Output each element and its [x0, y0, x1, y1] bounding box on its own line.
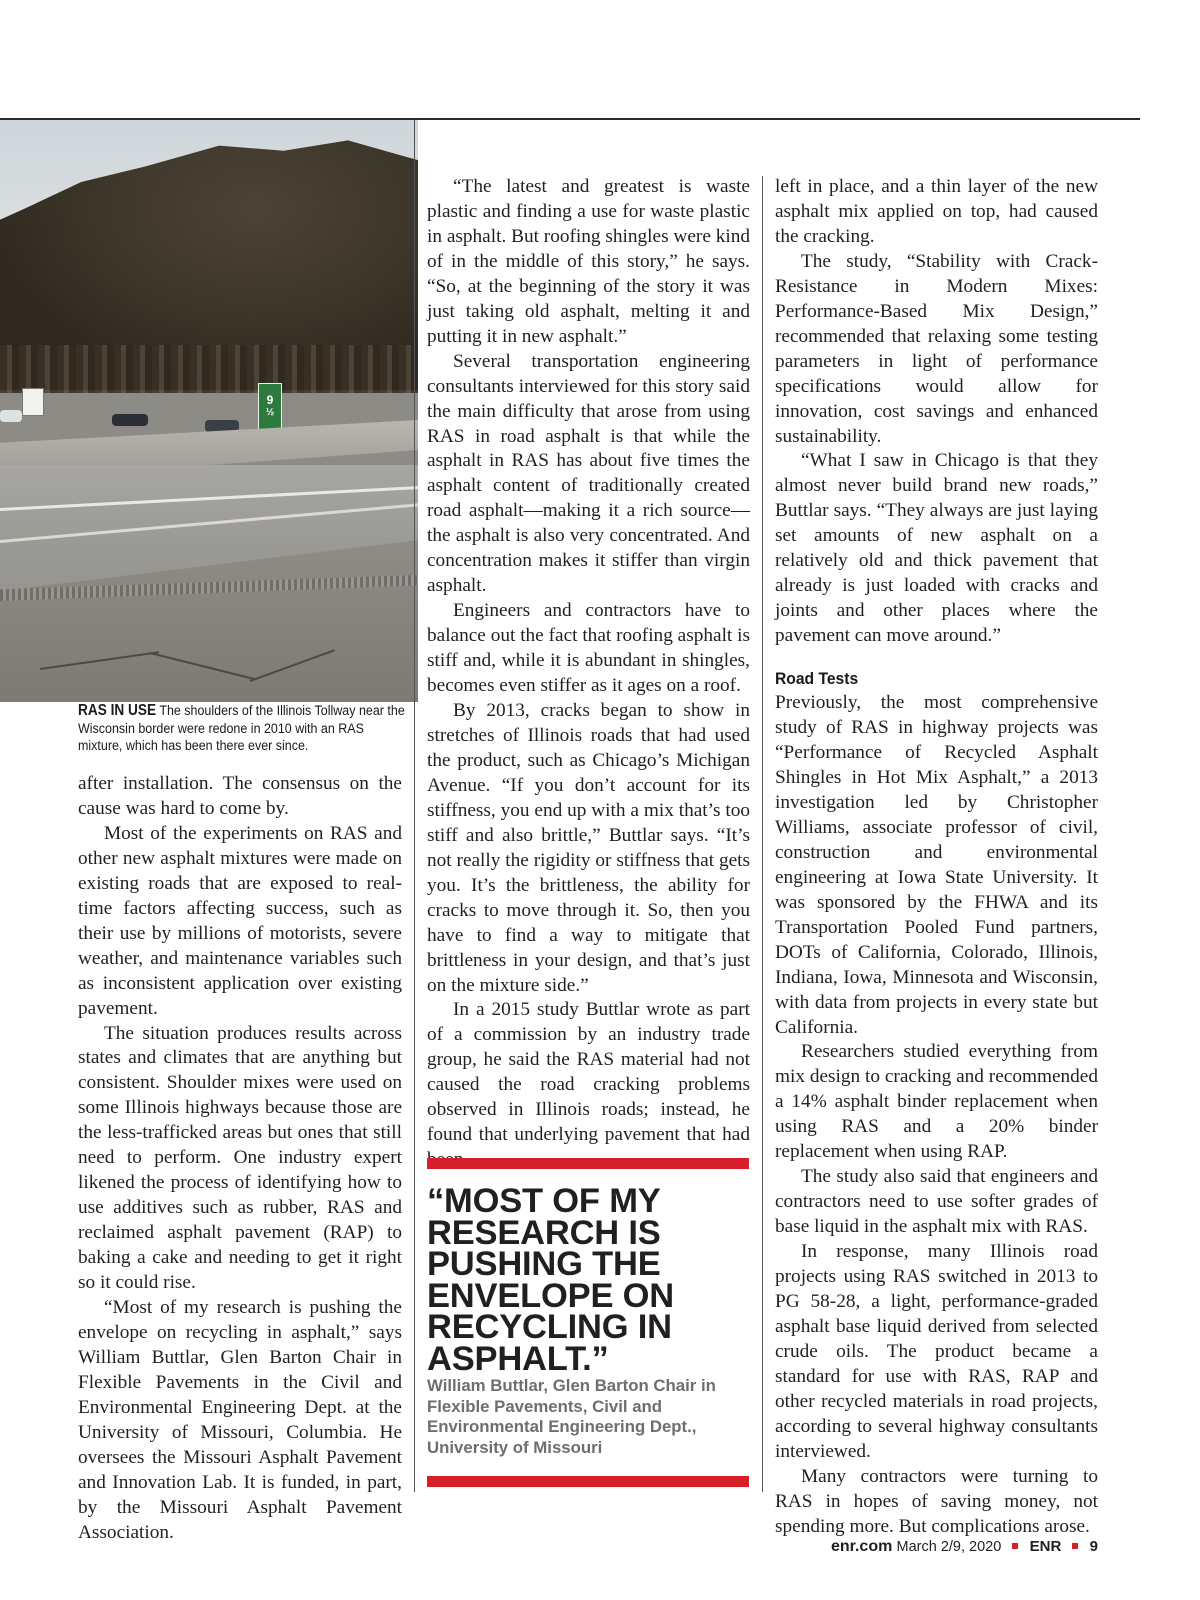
photo-caption	[78, 702, 405, 756]
paragraph: The study also said that engineers and contractors need to use softer grades of base liquid in the asphalt mix with RAS.	[775, 1166, 1098, 1238]
paragraph: “Most of my research is pushing the envelope on recycling in asphalt,” says William Buttlar, Glen Barton Chair in Flexible Pavements in the Civil and Environmental Engineering Dept. at the University of Missouri, Columbia. He oversees the Missouri Asphalt Pavement and Innovation Lab. It is funded, in part, by the Missouri Asphalt Pavement Association.	[78, 1297, 402, 1543]
pull-quote-attribution: William Buttlar, Glen Barton Chair in Flexible Pavements, Civil and Environmental Engineering Dept., University of Missouri	[427, 1376, 716, 1457]
footer-separator	[1072, 1543, 1078, 1549]
column-2	[427, 175, 750, 1173]
footer-separator	[1012, 1543, 1018, 1549]
pull-quote-top-bar	[427, 1158, 749, 1169]
pull-quote-bottom-bar	[427, 1476, 749, 1487]
column-1	[78, 772, 402, 1546]
paragraph: Several transportation engineering consultants interviewed for this story said the main difficulty that arose from using RAS in road asphalt is that while the asphalt in RAS has about five times the asphalt content of traditionally created road asphalt—making it a rich source—the asphalt is also very concentrated. And concentration makes it stiffer than virgin asphalt.	[427, 350, 750, 597]
subhead-road-tests: Road Tests	[775, 669, 859, 689]
paragraph: By 2013, cracks began to show in stretches of Illinois roads that had used the product, such as Chicago’s Michigan Avenue. “If you don’t account for its stiffness, you end up with a mix that’s too stiff and also brittle,” Buttlar says. “It’s not really the rigidity or stiffness that gets you. It’s the brittleness, the ability for cracks to move through it. So, then you have to find a way to mitigate that brittleness in your design, and that’s just on the mixture side.”	[427, 700, 750, 996]
footer-site: enr.com	[830, 1538, 893, 1555]
paragraph: “What I saw in Chicago is that they almost never build brand new roads,” Buttlar says. “They always are just laying set amounts of new asphalt on a relatively old and thick pavement that already is just loaded with cracks and joints and other places where the pavement can move around.”	[775, 450, 1098, 647]
paragraph: Engineers and contractors have to balance out the fact that roofing asphalt is stiff and, while it is abundant in shingles, becomes even stiffer as it ages on a roof.	[427, 600, 750, 697]
paragraph: In response, many Illinois road projects using RAS switched in 2013 to PG 58-28, a light, performance-graded asphalt base liquid derived from selected crude oils. The product became a standard for use with RAS, RAP and other recycled materials in road projects, according to several highway consultants interviewed.	[775, 1241, 1098, 1462]
mile-marker-number: 9	[266, 393, 274, 407]
paragraph: Researchers studied everything from mix design to cracking and recommended a 14% asphalt binder replacement when using RAS and a 20% binder replacement when using RAP.	[775, 1041, 1098, 1163]
paragraph: after installation. The consensus on the cause was hard to come by.	[78, 773, 402, 819]
column-divider	[762, 176, 763, 1492]
paragraph: Previously, the most comprehensive study of RAS in highway projects was “Performance of Recycled Asphalt Shingles in Hot Mix Asphalt,” a 2013 investigation led by Christopher Williams, associate professor of civil, construction and environmental engineering at Iowa State University. It was sponsored by the FHWA and its Transportation Pooled Fund partners, DOTs of California, Colorado, Illinois, Indiana, Iowa, Minnesota and Wisconsin, with data from projects in every state but California.	[775, 692, 1098, 1038]
caption-kicker: RAS IN USE	[78, 702, 157, 719]
highway-photo	[0, 120, 418, 702]
paragraph: “The latest and greatest is waste plastic and finding a use for waste plastic in asphalt. But roofing shingles were kind of in the middle of this story,” he says. “So, at the beginning of the story it was just taking old asphalt, melting it and putting it in new asphalt.”	[427, 176, 750, 347]
footer-date: March 2/9, 2020	[896, 1539, 1002, 1555]
car	[0, 410, 22, 422]
mile-marker-sign	[258, 383, 282, 431]
column-divider	[414, 120, 415, 1492]
footer-brand: ENR	[1029, 1538, 1062, 1555]
exit-sign	[22, 388, 44, 416]
car	[112, 414, 148, 426]
column-3	[775, 175, 1098, 1540]
paragraph: Most of the experiments on RAS and other new asphalt mixtures were made on existing roads that are exposed to real-time factors affecting success, such as their use by millions of motorists, severe weather, and maintenance variables such as inconsistent application over existing pavement.	[78, 822, 402, 1019]
paragraph: In a 2015 study Buttlar wrote as part of a commission by an industry trade group, he said the RAS material had not caused the road cracking problems observed in Illinois roads; instead, he found that underlying pavement that had	[427, 999, 750, 1146]
page-number: 9	[1089, 1538, 1098, 1555]
paragraph: The study, “Stability with Crack-Resistance in Modern Mixes: Performance-Based Mix Design,” recommended that relaxing some testing parameters in light of performance specifications would allow for innovation, cost savings and enhanced sustainability.	[775, 250, 1098, 447]
caption-text: The shoulders of the Illinois Tollway near the Wisconsin border were redone in 2010 with an RAS mixture, which has been there ever since.	[78, 703, 405, 754]
paragraph: left in place, and a thin layer of the new asphalt mix applied on top, had caused the cracking.	[775, 176, 1098, 247]
pull-quote: “MOST OF MY RESEARCH IS PUSHING THE ENVELOPE ON RECYCLING IN ASPHALT.”	[427, 1182, 675, 1378]
paragraph: Many contractors were turning to RAS in hopes of saving money, not spending more. But complications arose.	[775, 1465, 1098, 1537]
paragraph: The situation produces results across states and climates that are anything but consistent. Shoulder mixes were used on some Illinois highways because those are the less-trafficked areas but ones that still need to perform. One industry expert likened the process of identifying how to use additives such as rubber, RAS and reclaimed asphalt pavement (RAP) to baking a cake and needing to get it right so it could rise.	[78, 1022, 402, 1294]
page-footer	[831, 1538, 1098, 1556]
mile-marker-fraction: ½	[265, 407, 275, 418]
